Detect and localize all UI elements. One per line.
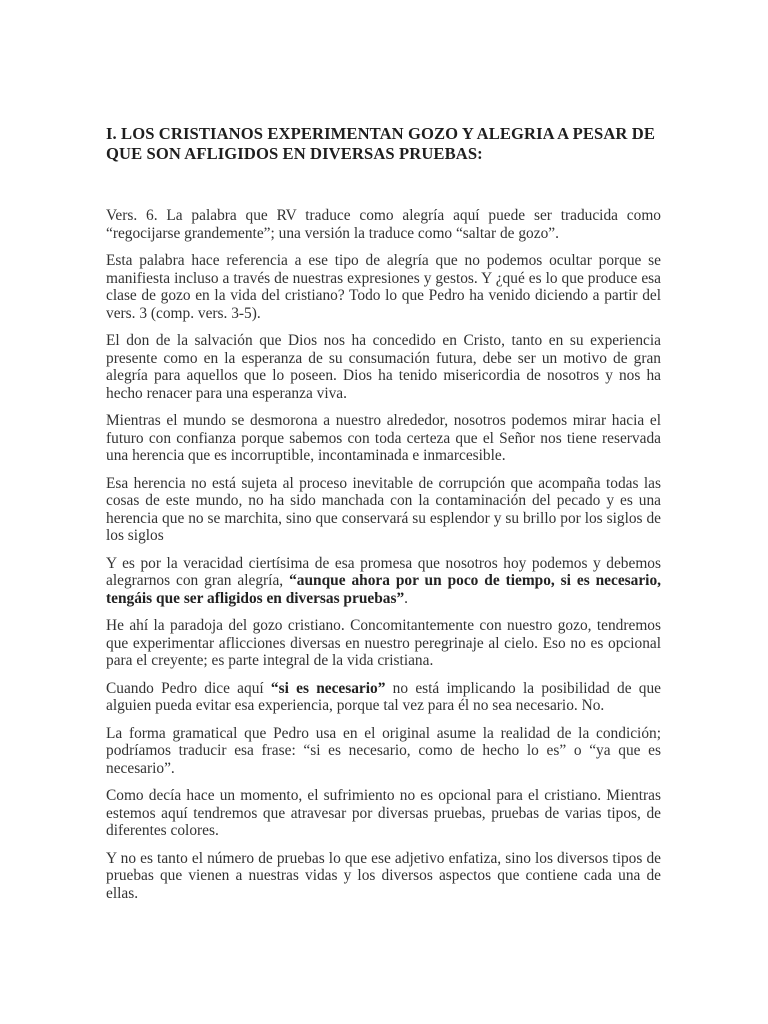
scripture-quote: “aunque ahora por un poco de tiempo, si es necesario, tengáis que ser afligidos en diversas pruebas”	[106, 572, 661, 607]
paragraph-6-text: Y es por la veracidad ciertísima de esa promesa que nosotros hoy podemos y debemos alegrarnos con gran alegría,	[106, 554, 661, 589]
paragraph-2: Esta palabra hace referencia a ese tipo de alegría que no podemos ocultar porque se manifiesta incluso a través de nuestras expresiones y gestos. Y ¿qué es lo que produce esa clase de gozo en la vida del cristiano? Todo lo que Pedro ha venido diciendo a partir del vers. 3 (comp. vers. 3-5).	[106, 252, 661, 322]
paragraph-8	[106, 680, 661, 715]
paragraph-11: Y no es tanto el número de pruebas lo que ese adjetivo enfatiza, sino los diversos tipos de pruebas que vienen a nuestras vidas y los diversos aspectos que contiene cada una de ellas.	[106, 849, 661, 902]
paragraph-6-end: .	[404, 589, 409, 607]
paragraph-9: La forma gramatical que Pedro usa en el original asume la realidad de la condición; podríamos traducir esa frase: “si es necesario, como de hecho lo es” o “ya que es necesario”.	[106, 724, 661, 777]
paragraph-8-text: Cuando Pedro dice aquí	[106, 679, 271, 697]
paragraph-7: He ahí la paradoja del gozo cristiano. Concomitantemente con nuestro gozo, tendremos que experimentar aflicciones diversas en nuestro peregrinaje al cielo. Eso no es opcional para el creyente; es parte integral de la vida cristiana.	[106, 617, 661, 669]
paragraph-4: Mientras el mundo se desmorona a nuestro alrededor, nosotros podemos mirar hacia el futuro con confianza porque sabemos con toda certeza que el Señor nos tiene reservada una herencia que es incorruptible, incontaminada e inmarcesible.	[106, 412, 661, 464]
paragraph-8-end: no está implicando la posibilidad de que alguien pueda evitar esa experiencia, porque tal vez para él no sea necesario. No.	[106, 679, 661, 714]
paragraph-5: Esa herencia no está sujeta al proceso inevitable de corrupción que acompaña todas las cosas de este mundo, no ha sido manchada con la contaminación del pecado y es una herencia que no se marchita, sino que conservará su esplendor y su brillo por los siglos de los siglos	[106, 474, 661, 544]
document-page	[106, 124, 661, 902]
paragraph-3: El don de la salvación que Dios nos ha concedido en Cristo, tanto en su experiencia presente como en la esperanza de su consumación futura, debe ser un motivo de gran alegría para aquellos que lo poseen. Dios ha tenido misericordia de nosotros y nos ha hecho renacer para una esperanza viva.	[106, 332, 661, 402]
emphasis-quote: “si es necesario”	[270, 679, 386, 697]
paragraph-10: Como decía hace un momento, el sufrimiento no es opcional para el cristiano. Mientras estemos aquí tendremos que atravesar por diversas pruebas, pruebas de varias tipos, de diferentes colores.	[106, 787, 661, 839]
paragraph-6	[106, 555, 661, 608]
paragraph-1: Vers. 6. La palabra que RV traduce como alegría aquí puede ser traducida como “regocijarse grandemente”; una versión la traduce como “saltar de gozo”.	[106, 207, 661, 242]
section-heading: I. LOS CRISTIANOS EXPERIMENTAN GOZO Y ALEGRIA A PESAR DE QUE SON AFLIGIDOS EN DIVERSAS PRUEBAS:	[106, 124, 656, 163]
